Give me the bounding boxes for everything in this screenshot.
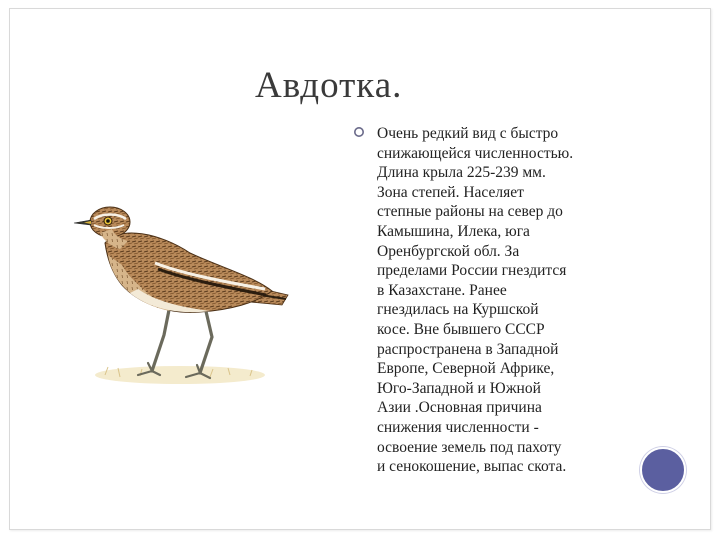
body-line: Зона степей. Населяет bbox=[377, 183, 524, 201]
body-line: Европе, Северной Африке, bbox=[377, 360, 555, 378]
body-line: Очень редкий вид с быстро bbox=[377, 125, 559, 142]
body-line: снижения численности - bbox=[377, 418, 539, 436]
body-line: и сенокошение, выпас скота. bbox=[377, 458, 567, 476]
body-line: распространена в Западной bbox=[377, 340, 559, 358]
bird-illustration bbox=[60, 185, 300, 400]
body-line: пределами России гнездится bbox=[377, 262, 567, 280]
slide-body-text bbox=[377, 124, 627, 477]
body-line: гнездилась на Куршской bbox=[377, 301, 539, 319]
body-line: Оренбургской обл. За bbox=[377, 242, 520, 260]
body-line: освоение земель под пахоту bbox=[377, 438, 562, 456]
body-line: снижающейся численностью. bbox=[377, 144, 574, 162]
body-line: Юго-Западной и Южной bbox=[377, 379, 541, 397]
ground-grass bbox=[95, 366, 265, 384]
slide-title-text: Авдотка. bbox=[255, 65, 403, 106]
body-line: Камышина, Илека, юга bbox=[377, 222, 530, 240]
body-line: степные районы на север до bbox=[377, 203, 563, 221]
body-line: Длина крыла 225-239 мм. bbox=[377, 164, 546, 182]
body-line: косе. Вне бывшего СССР bbox=[377, 320, 545, 338]
slide-title bbox=[255, 64, 402, 107]
body-line: Азии .Основная причина bbox=[377, 399, 542, 417]
body-line: в Казахстане. Ранее bbox=[377, 281, 507, 299]
slide-nav-circle[interactable] bbox=[640, 447, 686, 493]
bullet-icon bbox=[353, 126, 365, 138]
